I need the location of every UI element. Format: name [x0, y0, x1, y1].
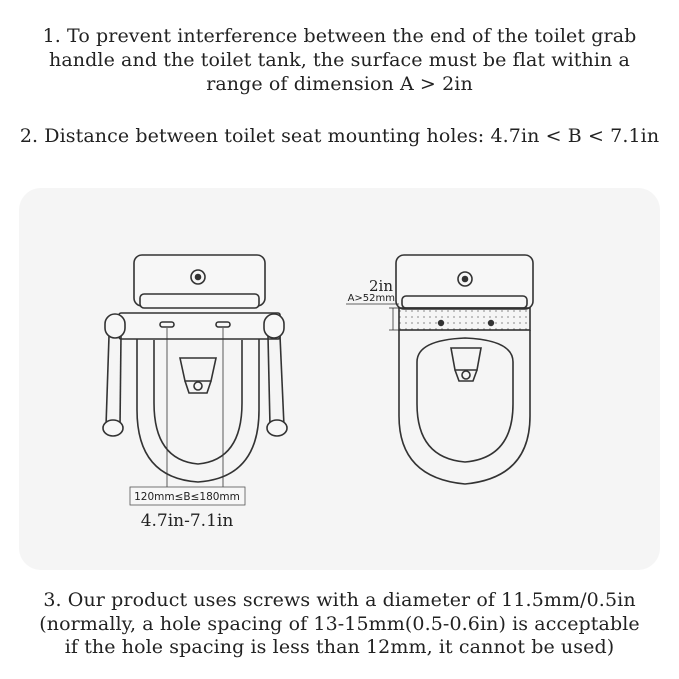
left-toilet-bowl [137, 328, 259, 482]
instruction-2: 2. Distance between toilet seat mounting holes: 4.7in < B < 7.1in [19, 125, 660, 147]
instruction-1-line-2: handle and the toilet tank, the surface must be flat within a [49, 49, 630, 71]
grab-bar-plate [119, 313, 280, 339]
dimension-b-lines [130, 328, 245, 505]
toilet-diagrams [19, 188, 660, 570]
instruction-1-line-3: range of dimension A > 2in [206, 73, 473, 95]
dimension-a-inch-label: 2in [368, 277, 393, 295]
dimension-b-inch-label: 4.7in-7.1in [140, 511, 234, 531]
left-toilet-diagram [103, 255, 287, 505]
right-grab-bar [264, 314, 287, 436]
dimension-a-mm-label: A>52mm [347, 293, 395, 304]
diagram-panel [19, 188, 660, 570]
left-grab-bar [103, 314, 125, 436]
instruction-1-line-1: 1. To prevent interference between the end of the toilet grab [42, 25, 637, 47]
instruction-3 [0, 589, 679, 660]
dimension-b-mm-label: 120mm≤B≤180mm [134, 491, 240, 503]
flat-area-a [399, 308, 530, 330]
left-toilet-tank [134, 255, 265, 308]
instruction-3-line-2: (normally, a hole spacing of 13-15mm(0.5-0.6in) is acceptable [39, 612, 640, 635]
dimension-a-lines [346, 304, 399, 330]
instruction-3-line-3: if the hole spacing is less than 12mm, it cannot be used) [64, 636, 615, 658]
right-toilet-bowl [399, 330, 530, 484]
instruction-1 [0, 24, 679, 96]
instruction-3-line-1: 3. Our product uses screws with a diameter of 11.5mm/0.5in [43, 589, 636, 611]
right-toilet-tank [396, 255, 533, 309]
